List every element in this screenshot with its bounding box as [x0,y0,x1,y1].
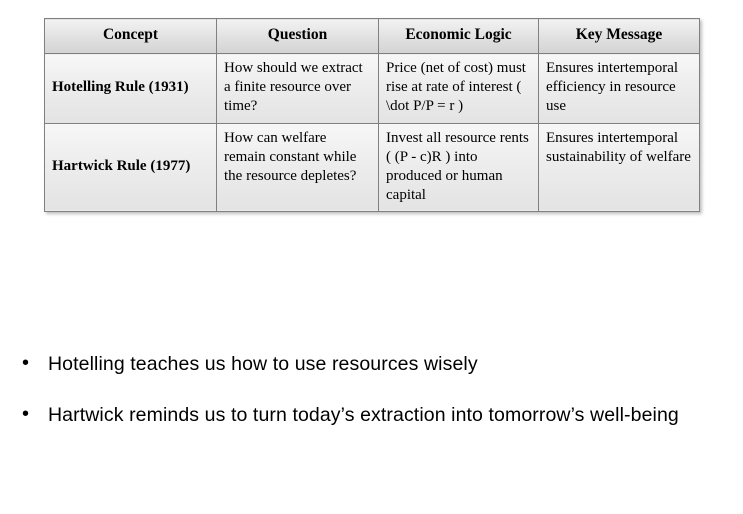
column-header-economic-logic: Economic Logic [379,19,539,54]
table-row [45,54,700,124]
concept-table [44,18,700,212]
cell-concept-hotelling: Hotelling Rule (1931) [45,54,217,124]
cell-question-hotelling: How should we extract a finite resource over time? [217,54,379,124]
list-item [18,399,728,432]
cell-logic-hartwick: Invest all resource rents ( (P - c)R ) into produced or human capital [379,123,539,212]
table-body [45,54,700,212]
bullet-marker-icon: • [22,403,30,425]
bullet-text-hotelling: Hotelling teaches us how to use resources wisely [48,353,478,375]
column-header-key-message: Key Message [539,19,700,54]
list-item [18,348,728,381]
cell-message-hotelling: Ensures intertemporal efficiency in resource use [539,54,700,124]
table-header-row [45,19,700,54]
column-header-concept: Concept [45,19,217,54]
bullet-marker-icon: • [22,352,30,374]
cell-question-hartwick: How can welfare remain constant while the resource depletes? [217,123,379,212]
cell-logic-hotelling: Price (net of cost) must rise at rate of interest ( \dot P/P = r ) [379,54,539,124]
table-header [45,19,700,54]
bullet-text-hartwick: Hartwick reminds us to turn today’s extraction into tomorrow’s well-being [48,404,679,426]
table-row [45,123,700,212]
cell-concept-hartwick: Hartwick Rule (1977) [45,123,217,212]
cell-message-hartwick: Ensures intertemporal sustainability of welfare [539,123,700,212]
concept-table-container [44,18,699,212]
column-header-question: Question [217,19,379,54]
bullet-list [18,348,728,450]
